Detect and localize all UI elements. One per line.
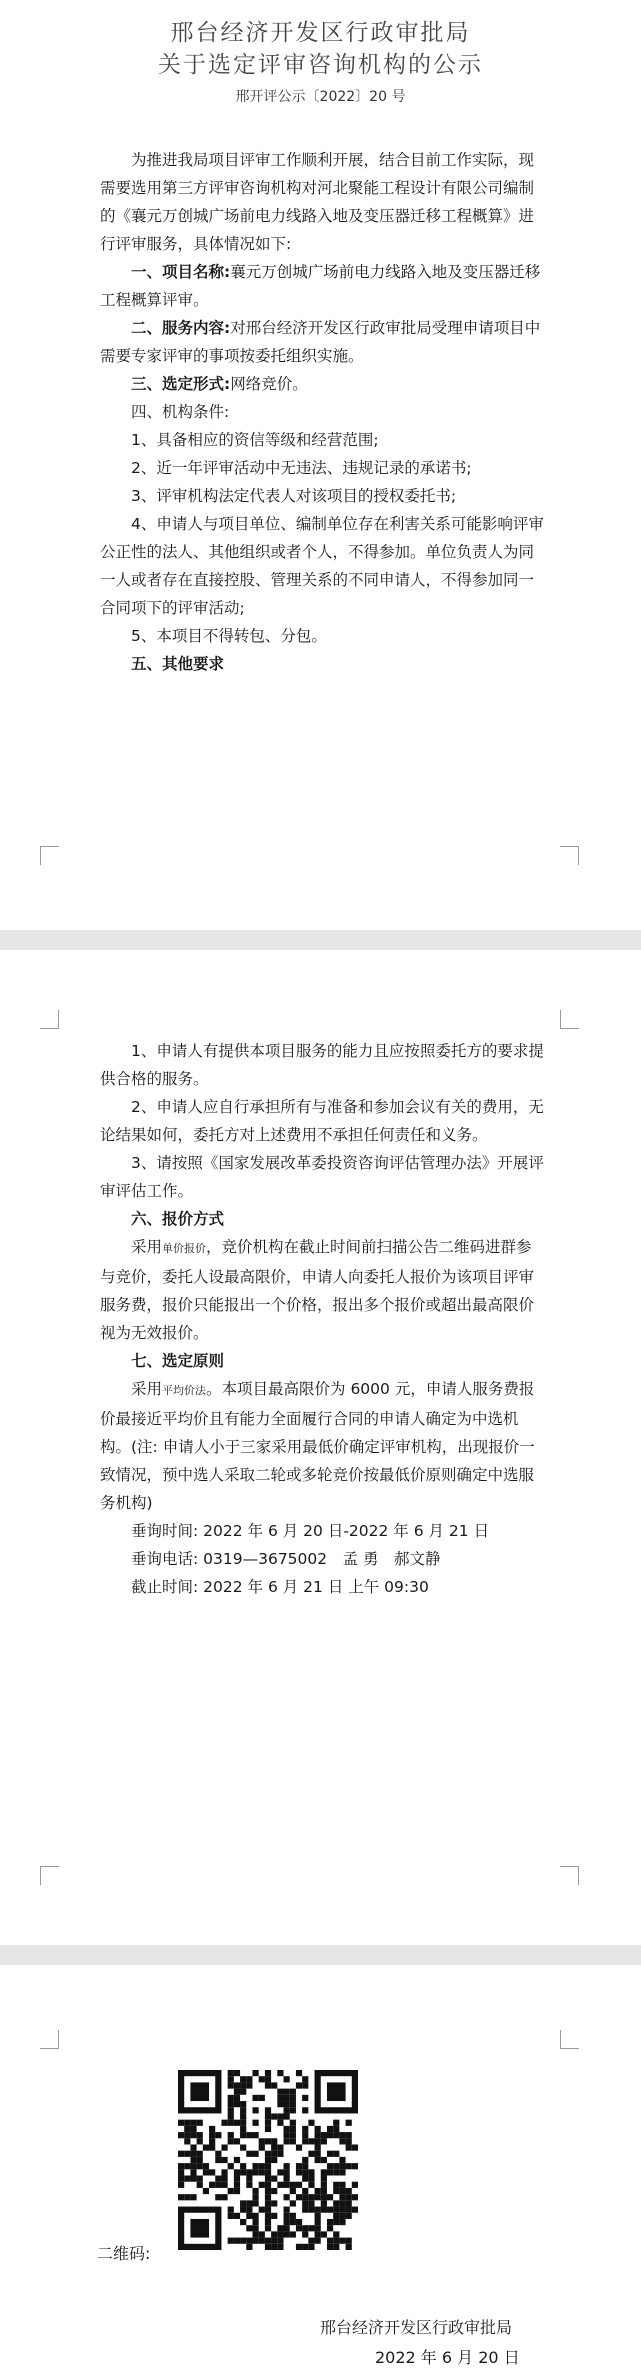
- item3-text: 网络竞价。: [230, 375, 308, 393]
- deadline: 截止时间: 2022 年 6 月 21 日 上午 09:30: [131, 1578, 429, 1596]
- document-title-line2: 关于选定评审咨询机构的公示: [158, 52, 483, 78]
- page1-body: [100, 146, 545, 678]
- document-title-line1: 邢台经济开发区行政审批局: [170, 20, 471, 46]
- condition-5: 5、本项目不得转包、分包。: [131, 627, 327, 645]
- condition-4: 4、申请人与项目单位、编制单位存在利害关系可能影响评审公正性的法人、其他组织或者个人，不得参加。单位负责人为同一人或者存在直接控股、管理关系的不同申请人，不得参加同一合同项下的评审活动;: [100, 515, 544, 617]
- item1-text: 襄元万创城广场前电力线路入地及变压器迁移工程概算评审。: [100, 263, 541, 309]
- document-page-3: [0, 1965, 641, 2375]
- pricing-prefix: 采用: [131, 1238, 163, 1256]
- condition-1: 1、具备相应的资信等级和经营范围;: [131, 431, 379, 449]
- item1-label: 一、项目名称:: [131, 263, 231, 281]
- principle-text: 。本项目最高限价为 6000 元，申请人服务费报价最接近平均价且有能力全面履行合同的申请人确定为中选机构。(注: 申请人小于三家采用最低价确定评审机构，出现报价一致情况，预中选人采取二轮或多轮竞价按最低价原则确定中选服务机构): [100, 1380, 535, 1512]
- document-page-1: [0, 0, 641, 930]
- pricing-paragraph: [100, 1233, 545, 1347]
- condition-2: 2、近一年评审活动中无违法、违规记录的承诺书;: [131, 459, 472, 477]
- pricing-method: 单价报价: [162, 1242, 207, 1255]
- item6-heading: 六、报价方式: [131, 1210, 225, 1228]
- principle-prefix: 采用: [131, 1380, 163, 1398]
- condition-3: 3、评审机构法定代表人对该项目的授权委托书;: [131, 487, 457, 505]
- item2-label: 二、服务内容:: [131, 319, 231, 337]
- crop-mark: [40, 846, 59, 865]
- qr-code-icon[interactable]: [178, 2070, 358, 2250]
- item2-text: 对邢台经济开发区行政审批局受理申请项目中需要专家评审的事项按委托组织实施。: [100, 319, 541, 365]
- item3-label: 三、选定形式:: [131, 375, 231, 393]
- document-number: 邢开评公示〔2022〕20 号: [235, 89, 406, 105]
- signature-organization: 邢台经济开发区行政审批局: [320, 2318, 513, 2337]
- item4-heading: 四、机构条件:: [131, 403, 230, 421]
- crop-mark: [40, 1866, 59, 1885]
- item7-heading: 七、选定原则: [131, 1352, 225, 1370]
- item3-paragraph: [100, 370, 545, 398]
- inquiry-phone: 垂询电话: 0319—3675002 孟 勇 郝文静: [131, 1550, 441, 1568]
- page2-body: [100, 1037, 545, 1601]
- document-page-2: [0, 950, 641, 1945]
- signature-date: 2022 年 6 月 20 日: [375, 2348, 520, 2367]
- item2-paragraph: [100, 314, 545, 370]
- crop-mark: [560, 1866, 579, 1885]
- pricing-text: ，竞价机构在截止时间前扫描公告二维码进群参与竞价，委托人设最高限价，申请人向委托人报价为该项目评审服务费，报价只能报出一个价格，报出多个报价或超出最高限价视为无效报价。: [100, 1238, 535, 1342]
- crop-mark: [560, 1010, 579, 1029]
- principle-paragraph: [100, 1375, 545, 1517]
- requirement-3: 3、请按照《国家发展改革委投资咨询评估管理办法》开展评审评估工作。: [100, 1154, 544, 1200]
- inquiry-time: 垂询时间: 2022 年 6 月 20 日-2022 年 6 月 21 日: [131, 1522, 490, 1540]
- crop-mark: [40, 1010, 59, 1029]
- principle-method: 平均价法: [162, 1384, 207, 1397]
- crop-mark: [560, 2030, 579, 2049]
- qr-code-label: 二维码:: [97, 2244, 151, 2263]
- intro-paragraph: 为推进我局项目评审工作顺利开展，结合目前工作实际，现需要选用第三方评审咨询机构对河北聚能工程设计有限公司编制的《襄元万创城广场前电力线路入地及变压器迁移工程概算》进行评审服务，具体情况如下:: [100, 151, 535, 253]
- item5-heading: 五、其他要求: [131, 655, 225, 673]
- requirement-2: 2、申请人应自行承担所有与准备和参加会议有关的费用，无论结果如何，委托方对上述费用不承担任何责任和义务。: [100, 1098, 544, 1144]
- item1-paragraph: [100, 258, 545, 314]
- requirement-1: 1、申请人有提供本项目服务的能力且应按照委托方的要求提供合格的服务。: [100, 1042, 544, 1088]
- crop-mark: [40, 2030, 59, 2049]
- crop-mark: [560, 846, 579, 865]
